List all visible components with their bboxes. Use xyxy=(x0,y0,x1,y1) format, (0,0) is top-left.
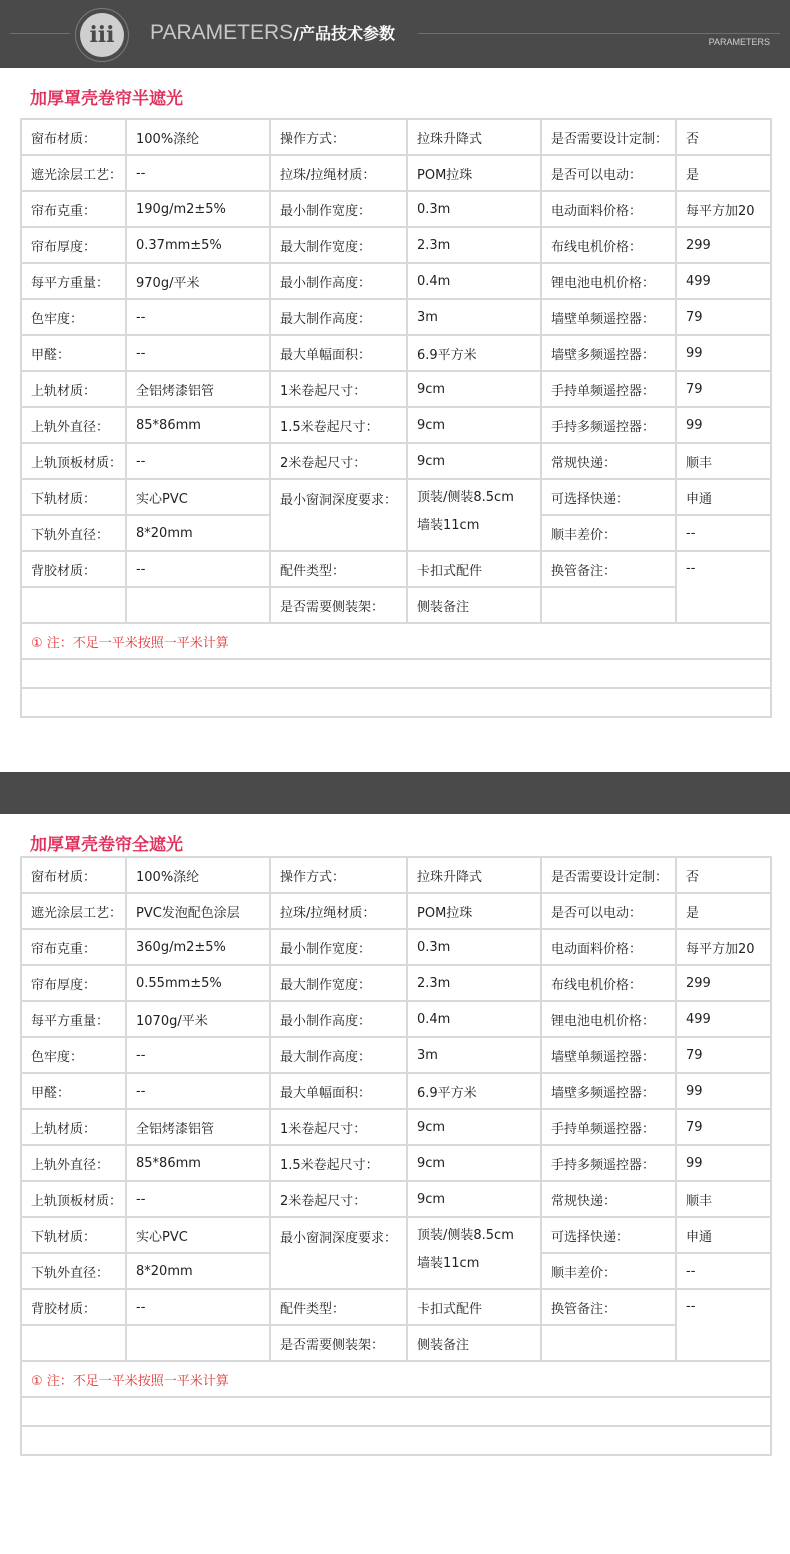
spec-value: PVC发泡配色涂层 xyxy=(126,893,270,929)
spec-label: 最小制作高度： xyxy=(270,263,407,299)
spec-label: 操作方式： xyxy=(270,119,407,155)
spec-value: 79 xyxy=(676,299,771,335)
spec-value: 9cm xyxy=(407,407,541,443)
table-row xyxy=(21,587,771,623)
spec-label: 最小制作高度： xyxy=(270,1001,407,1037)
spec-label: 布线电机价格： xyxy=(541,965,676,1001)
spec-label: 可选择快递： xyxy=(541,1217,676,1253)
spec-value: 实心PVC xyxy=(126,1217,270,1253)
spec-value: 85*86mm xyxy=(126,1145,270,1181)
table-row xyxy=(21,443,771,479)
spec-value: 申通 xyxy=(676,1217,771,1253)
table-row xyxy=(21,857,771,893)
spec-label: 是否需要设计定制： xyxy=(541,119,676,155)
spec-value: 拉珠升降式 xyxy=(407,119,541,155)
spec-value: 100%涤纶 xyxy=(126,857,270,893)
footnote: ① 注：不足一平米按照一平米计算 xyxy=(21,1361,771,1397)
spec-label: 锂电池电机价格： xyxy=(541,1001,676,1037)
spec-label: 背胶材质： xyxy=(21,551,126,587)
spec-label: 手持单频遥控器： xyxy=(541,1109,676,1145)
spec-value: -- xyxy=(126,443,270,479)
parameters-header xyxy=(0,0,790,68)
spec-value: 9cm xyxy=(407,1109,541,1145)
spec-label: 操作方式： xyxy=(270,857,407,893)
spec-label: 1米卷起尺寸： xyxy=(270,371,407,407)
table-row xyxy=(21,965,771,1001)
spec-value: 2.3m xyxy=(407,227,541,263)
spec-value: 顺丰 xyxy=(676,443,771,479)
spec-value: 6.9平方米 xyxy=(407,335,541,371)
spec-value: 8*20mm xyxy=(126,1253,270,1289)
table-row xyxy=(21,659,771,688)
header-rule-right xyxy=(418,33,780,34)
spec-value: 顺丰 xyxy=(676,1181,771,1217)
spec-label: 帘布厚度： xyxy=(21,227,126,263)
spec-label: 可选择快递： xyxy=(541,479,676,515)
table-row xyxy=(21,1109,771,1145)
spec-label: 换管备注： xyxy=(541,1289,676,1325)
badge-icon: iii xyxy=(80,13,124,57)
spec-label: 每平方重量： xyxy=(21,1001,126,1037)
spec-label: 下轨材质： xyxy=(21,479,126,515)
spec-label: 1.5米卷起尺寸： xyxy=(270,407,407,443)
spec-label: 上轨材质： xyxy=(21,1109,126,1145)
spec-label: 配件类型： xyxy=(270,1289,407,1325)
header-right-label: PARAMETERS xyxy=(708,37,770,47)
spec-value: 299 xyxy=(676,965,771,1001)
spec-table-full-blackout xyxy=(20,856,772,1456)
spec-label: 背胶材质： xyxy=(21,1289,126,1325)
header-rule-left xyxy=(10,33,70,34)
spec-label: 墙壁单频遥控器： xyxy=(541,1037,676,1073)
table-row xyxy=(21,155,771,191)
empty-cell xyxy=(541,587,676,623)
empty-row-cell xyxy=(21,1426,771,1455)
spec-value: 79 xyxy=(676,1037,771,1073)
spec-value: 侧装备注 xyxy=(407,1325,541,1361)
spec-value: 是 xyxy=(676,155,771,191)
table-row xyxy=(21,929,771,965)
spec-label: 最小制作宽度： xyxy=(270,929,407,965)
section-divider-band xyxy=(0,772,790,814)
table-row xyxy=(21,1325,771,1361)
table-row xyxy=(21,1037,771,1073)
spec-label: 帘布厚度： xyxy=(21,965,126,1001)
spec-value: 卡扣式配件 xyxy=(407,551,541,587)
spec-label: 顺丰差价： xyxy=(541,1253,676,1289)
section-title-half-blackout: 加厚罩壳卷帘半遮光 xyxy=(30,89,183,109)
spec-label: 墙壁单频遥控器： xyxy=(541,299,676,335)
spec-label: 布线电机价格： xyxy=(541,227,676,263)
spec-value: 9cm xyxy=(407,371,541,407)
spec-label: 最大制作宽度： xyxy=(270,227,407,263)
spec-value: 9cm xyxy=(407,443,541,479)
spec-value: 申通 xyxy=(676,479,771,515)
spec-label: 色牢度： xyxy=(21,1037,126,1073)
spec-label: 配件类型： xyxy=(270,551,407,587)
spec-value: -- xyxy=(126,1181,270,1217)
spec-label: 1.5米卷起尺寸： xyxy=(270,1145,407,1181)
spec-value: 0.4m xyxy=(407,263,541,299)
empty-row-cell xyxy=(21,1397,771,1426)
spec-label: 电动面料价格： xyxy=(541,929,676,965)
spec-value: 全铝烤漆铝管 xyxy=(126,371,270,407)
spec-value: -- xyxy=(126,155,270,191)
header-title-zh: /产品技术参数 xyxy=(293,24,395,43)
spec-value: 100%涤纶 xyxy=(126,119,270,155)
spec-value: 99 xyxy=(676,1145,771,1181)
spec-label: 墙壁多频遥控器： xyxy=(541,335,676,371)
spec-label: 上轨顶板材质： xyxy=(21,1181,126,1217)
header-title xyxy=(150,20,395,46)
spec-value xyxy=(407,479,541,551)
table-row xyxy=(21,263,771,299)
spec-label: 上轨顶板材质： xyxy=(21,443,126,479)
table-row xyxy=(21,623,771,659)
spec-value: 190g/m2±5% xyxy=(126,191,270,227)
spec-value: 8*20mm xyxy=(126,515,270,551)
section-title-full-blackout: 加厚罩壳卷帘全遮光 xyxy=(30,835,183,855)
spec-value: -- xyxy=(126,1289,270,1325)
table-row xyxy=(21,119,771,155)
spec-value: 2.3m xyxy=(407,965,541,1001)
spec-label: 最大单幅面积： xyxy=(270,335,407,371)
spec-value: -- xyxy=(126,299,270,335)
spec-value: 0.37mm±5% xyxy=(126,227,270,263)
spec-value: 否 xyxy=(676,857,771,893)
spec-value: 99 xyxy=(676,407,771,443)
spec-value: 3m xyxy=(407,299,541,335)
spec-label: 遮光涂层工艺： xyxy=(21,155,126,191)
header-title-en: PARAMETERS xyxy=(150,21,294,44)
empty-cell xyxy=(21,1325,126,1361)
table-row xyxy=(21,299,771,335)
table-row xyxy=(21,407,771,443)
spec-label: 帘布克重： xyxy=(21,929,126,965)
spec-value: POM拉珠 xyxy=(407,155,541,191)
spec-value: 0.4m xyxy=(407,1001,541,1037)
spec-value: 0.3m xyxy=(407,191,541,227)
depth-top-side: 顶装/侧装8.5cm xyxy=(417,490,514,505)
table-row xyxy=(21,1001,771,1037)
spec-label: 最大制作高度： xyxy=(270,299,407,335)
spec-label: 最大单幅面积： xyxy=(270,1073,407,1109)
empty-cell xyxy=(541,1325,676,1361)
spec-label: 是否可以电动： xyxy=(541,893,676,929)
spec-label: 甲醛： xyxy=(21,335,126,371)
empty-row-cell xyxy=(21,688,771,717)
spec-value: 是 xyxy=(676,893,771,929)
spec-value: 6.9平方米 xyxy=(407,1073,541,1109)
spec-value: 1070g/平米 xyxy=(126,1001,270,1037)
spec-value: 970g/平米 xyxy=(126,263,270,299)
spec-label: 最大制作高度： xyxy=(270,1037,407,1073)
spec-label: 色牢度： xyxy=(21,299,126,335)
spec-label: 上轨外直径： xyxy=(21,407,126,443)
table-row xyxy=(21,1397,771,1426)
table-row xyxy=(21,335,771,371)
table-row xyxy=(21,1073,771,1109)
spec-value xyxy=(407,1217,541,1289)
spec-value: -- xyxy=(126,551,270,587)
empty-row-cell xyxy=(21,659,771,688)
table-row xyxy=(21,227,771,263)
spec-value: 3m xyxy=(407,1037,541,1073)
spec-label: 下轨外直径： xyxy=(21,1253,126,1289)
table-row xyxy=(21,1426,771,1455)
spec-value: -- xyxy=(676,1289,771,1361)
spec-value: 全铝烤漆铝管 xyxy=(126,1109,270,1145)
spec-value: 9cm xyxy=(407,1145,541,1181)
spec-value: 卡扣式配件 xyxy=(407,1289,541,1325)
table-row xyxy=(21,1289,771,1325)
spec-value: -- xyxy=(126,1073,270,1109)
spec-value: 79 xyxy=(676,371,771,407)
table-row xyxy=(21,551,771,587)
spec-value: 每平方加20 xyxy=(676,191,771,227)
table-row xyxy=(21,191,771,227)
spec-label: 拉珠/拉绳材质： xyxy=(270,893,407,929)
spec-label: 最大制作宽度： xyxy=(270,965,407,1001)
spec-label: 2米卷起尺寸： xyxy=(270,443,407,479)
spec-value: 0.55mm±5% xyxy=(126,965,270,1001)
depth-wall: 墙装11cm xyxy=(417,1256,480,1271)
spec-value: 否 xyxy=(676,119,771,155)
depth-wall: 墙装11cm xyxy=(417,518,480,533)
spec-label: 遮光涂层工艺： xyxy=(21,893,126,929)
spec-label: 甲醛： xyxy=(21,1073,126,1109)
empty-cell xyxy=(126,587,270,623)
spec-label: 顺丰差价： xyxy=(541,515,676,551)
table-row xyxy=(21,688,771,717)
spec-label: 1米卷起尺寸： xyxy=(270,1109,407,1145)
spec-value: POM拉珠 xyxy=(407,893,541,929)
spec-label: 窗布材质： xyxy=(21,119,126,155)
spec-value: 侧装备注 xyxy=(407,587,541,623)
table-row xyxy=(21,1217,771,1253)
footnote: ① 注：不足一平米按照一平米计算 xyxy=(21,623,771,659)
table-row xyxy=(21,371,771,407)
spec-label: 窗布材质： xyxy=(21,857,126,893)
spec-label: 2米卷起尺寸： xyxy=(270,1181,407,1217)
table-row xyxy=(21,1181,771,1217)
spec-label: 最小制作宽度： xyxy=(270,191,407,227)
table-row xyxy=(21,479,771,515)
spec-label: 锂电池电机价格： xyxy=(541,263,676,299)
spec-value: -- xyxy=(126,335,270,371)
spec-label: 帘布克重： xyxy=(21,191,126,227)
spec-label: 最小窗洞深度要求： xyxy=(270,1217,407,1289)
spec-label: 是否需要设计定制： xyxy=(541,857,676,893)
spec-label: 换管备注： xyxy=(541,551,676,587)
spec-label: 上轨外直径： xyxy=(21,1145,126,1181)
table-row xyxy=(21,893,771,929)
spec-value: -- xyxy=(676,515,771,551)
spec-label: 每平方重量： xyxy=(21,263,126,299)
spec-value: 99 xyxy=(676,335,771,371)
spec-label: 是否需要侧装架： xyxy=(270,1325,407,1361)
spec-value: 9cm xyxy=(407,1181,541,1217)
spec-value: 85*86mm xyxy=(126,407,270,443)
spec-value: 360g/m2±5% xyxy=(126,929,270,965)
depth-top-side: 顶装/侧装8.5cm xyxy=(417,1228,514,1243)
spec-value: 499 xyxy=(676,1001,771,1037)
spec-label: 是否需要侧装架： xyxy=(270,587,407,623)
spec-label: 下轨材质： xyxy=(21,1217,126,1253)
spec-value: 实心PVC xyxy=(126,479,270,515)
spec-label: 下轨外直径： xyxy=(21,515,126,551)
table-row xyxy=(21,1145,771,1181)
spec-label: 手持多频遥控器： xyxy=(541,407,676,443)
spec-value: -- xyxy=(676,1253,771,1289)
spec-label: 墙壁多频遥控器： xyxy=(541,1073,676,1109)
spec-label: 电动面料价格： xyxy=(541,191,676,227)
table-row xyxy=(21,1361,771,1397)
spec-value: 499 xyxy=(676,263,771,299)
spec-label: 手持单频遥控器： xyxy=(541,371,676,407)
spec-value: 拉珠升降式 xyxy=(407,857,541,893)
spec-label: 上轨材质： xyxy=(21,371,126,407)
spec-label: 手持多频遥控器： xyxy=(541,1145,676,1181)
spec-label: 是否可以电动： xyxy=(541,155,676,191)
spec-value: 0.3m xyxy=(407,929,541,965)
empty-cell xyxy=(21,587,126,623)
spec-value: -- xyxy=(676,551,771,623)
spec-label: 最小窗洞深度要求： xyxy=(270,479,407,551)
spec-value: 每平方加20 xyxy=(676,929,771,965)
spec-table-half-blackout xyxy=(20,118,772,718)
spec-value: 79 xyxy=(676,1109,771,1145)
spec-label: 拉珠/拉绳材质： xyxy=(270,155,407,191)
spec-label: 常规快递： xyxy=(541,1181,676,1217)
spec-value: 299 xyxy=(676,227,771,263)
spec-value: -- xyxy=(126,1037,270,1073)
spec-value: 99 xyxy=(676,1073,771,1109)
empty-cell xyxy=(126,1325,270,1361)
spec-label: 常规快递： xyxy=(541,443,676,479)
